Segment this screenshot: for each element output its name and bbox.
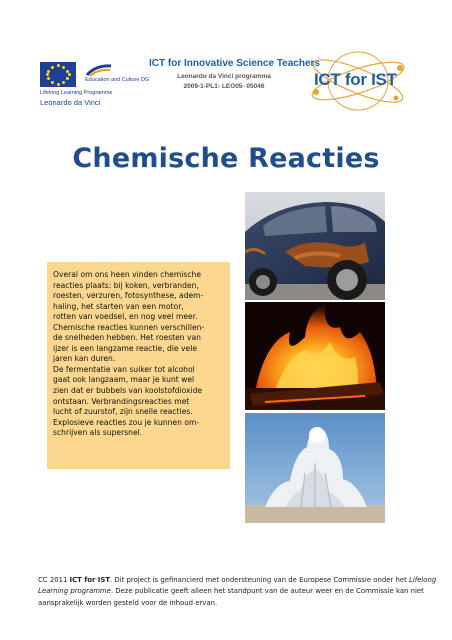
ict-logo-text: ICT for IST bbox=[314, 70, 397, 89]
header-subtitle-programme: Leonardo da Vinci programma bbox=[177, 73, 271, 80]
eu-logo-line3: Leonardo da Vinci bbox=[40, 98, 101, 107]
eu-flag-icon bbox=[40, 62, 76, 87]
footer-text2: . Deze publicatie geeft alleen het standpunt van de auteur weer en de Commissie kan niet aansprakelijk worden gesteld voor de inhoud ervan. bbox=[38, 587, 424, 607]
header-title: ICT for Innovative Science Teachers bbox=[149, 58, 320, 69]
explosion-cloud-photo bbox=[245, 413, 385, 523]
page-title: Chemische Reacties bbox=[72, 143, 380, 174]
education-culture-swoosh-icon bbox=[86, 63, 112, 77]
footer-disclaimer bbox=[38, 575, 438, 609]
intro-text-box bbox=[47, 262, 230, 469]
footer-programme-name: Lifelong Learning programme bbox=[38, 576, 437, 596]
footer-project-name: ICT for IST bbox=[69, 576, 111, 584]
fire-photo bbox=[245, 302, 385, 410]
eu-logo-line1: Education and Culture DG bbox=[85, 77, 150, 83]
eu-lifelong-learning-logo bbox=[38, 57, 150, 109]
header-subtitle-project-code: 2009-1-PL1- LEO05- 05046 bbox=[183, 83, 265, 90]
footer-text1: . Dit project is gefinancierd met ondersteuning van de Europese Commissie onder het bbox=[110, 576, 409, 584]
eu-logo-line2: Lifelong Learning Programme bbox=[40, 90, 113, 96]
intro-paragraph: Overal om ons heen vinden chemische reacties plaats: bij koken, verbranden, roesten, verzuren, fotosynthese, adem- haling, het starten van een motor, rotten van voedsel, en nog veel meer. Chemische reacties kunnen verschillen- de snelheden hebben. Het roesten van ijzer is een langzame reactie, die vele jaren kan duren. De fermentatie van suiker tot alcohol gaat ook langzaam, maar je kunt wel zien dat er bubbels van koolstofdioxide ontstaan. Verbrandingsreacties met lucht of zuurstof, zijn snelle reacties. Explosieve reacties zou je kunnen om- schrijven als supersnel. bbox=[53, 270, 205, 438]
footer-prefix: CC 2011 bbox=[38, 576, 70, 584]
ict-for-ist-logo bbox=[306, 48, 410, 114]
rusted-car-photo bbox=[245, 192, 385, 300]
